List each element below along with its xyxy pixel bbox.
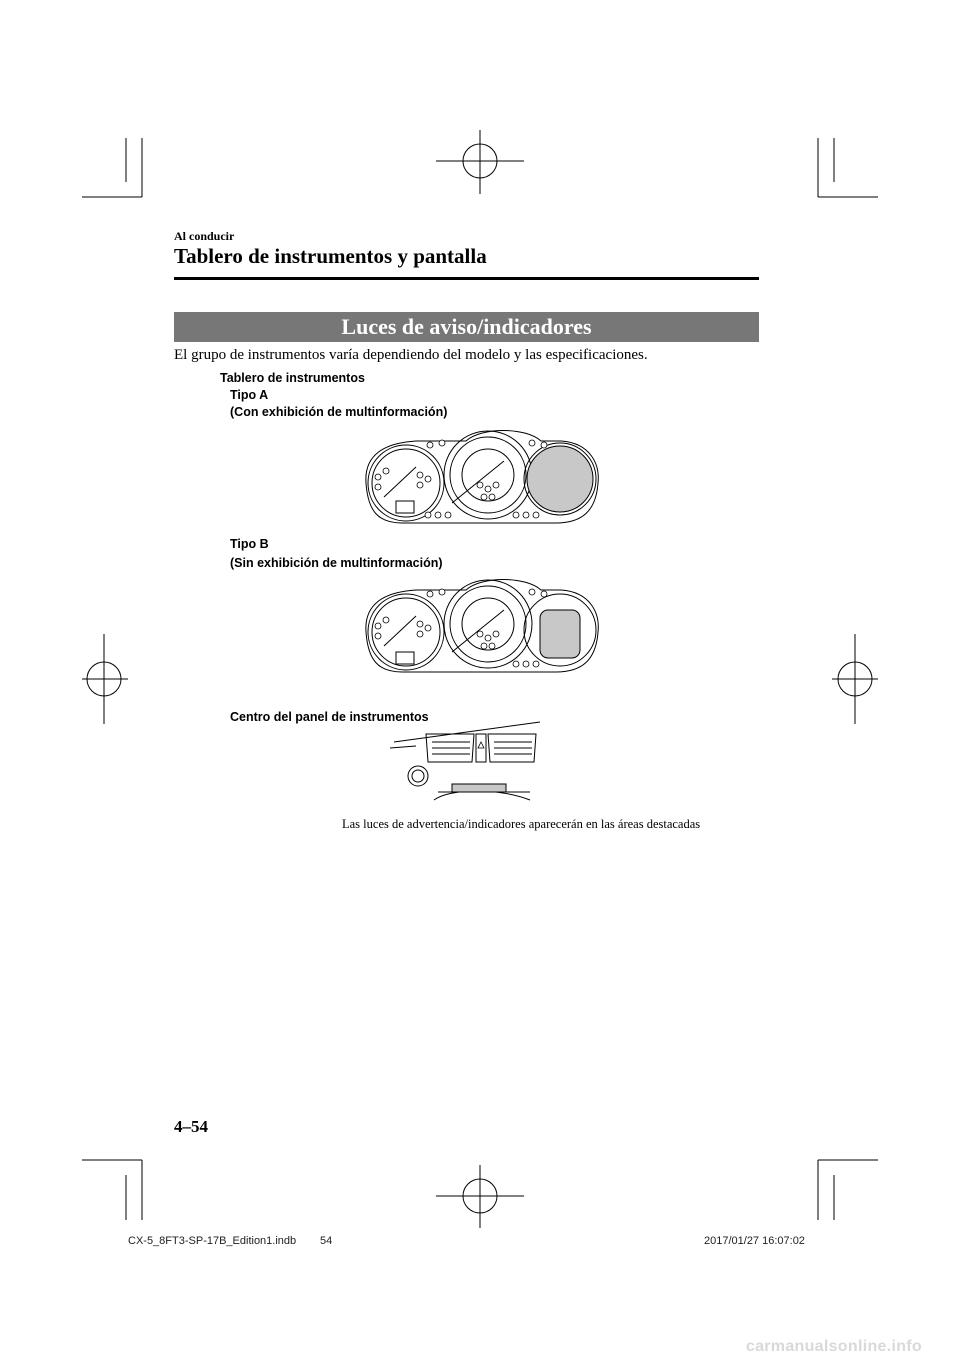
center-panel-illustration (390, 718, 546, 806)
footer-page: 54 (320, 1235, 333, 1247)
figure-caption: Las luces de advertencia/indicadores aparecerán en las áreas destacadas (342, 817, 701, 831)
type-a-label: Tipo A (230, 388, 269, 402)
type-a-sub: (Con exhibición de multinformación) (230, 405, 448, 419)
watermark-bar (0, 1336, 960, 1358)
cluster-type-b-illustration (356, 574, 602, 678)
type-b-sub: (Sin exhibición de multinformación) (230, 556, 443, 570)
cluster-type-a-illustration (356, 425, 602, 529)
footer-timestamp: 2017/01/27 16:07:02 (704, 1235, 805, 1247)
page-number: 4–54 (174, 1117, 208, 1136)
footer-file: CX-5_8FT3-SP-17B_Edition1.indb (128, 1235, 297, 1247)
watermark-text: carmanualsonline.info (745, 1338, 922, 1355)
page-title: Tablero de instrumentos y pantalla (174, 244, 487, 268)
section-label: Al conducir (174, 229, 235, 243)
intro-text: El grupo de instrumentos varía dependiendo del modelo y las especificaciones. (174, 347, 648, 363)
section-banner: Luces de aviso/indicadores (174, 312, 759, 342)
cluster-heading: Tablero de instrumentos (220, 371, 365, 385)
title-rule (174, 277, 759, 280)
center-panel-heading: Centro del panel de instrumentos (230, 710, 429, 724)
type-b-label: Tipo B (230, 537, 269, 551)
